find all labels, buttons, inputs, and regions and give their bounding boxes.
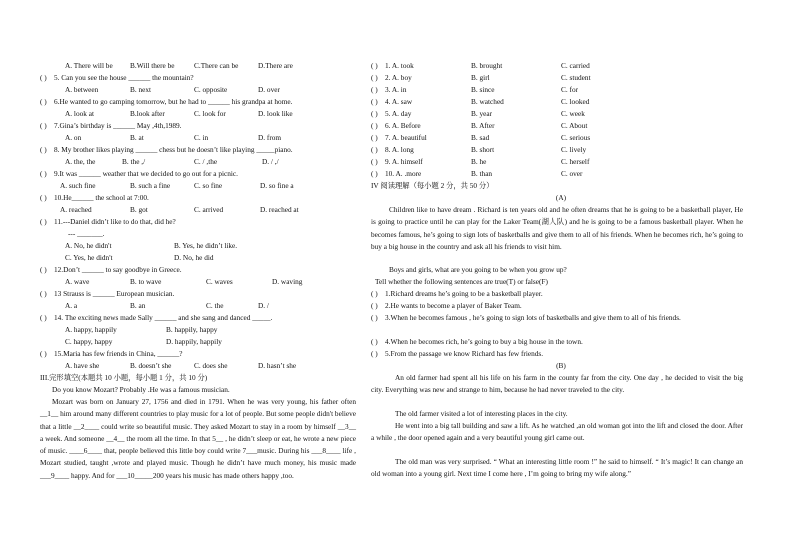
- option-a: A. reached: [60, 205, 92, 214]
- question-stem: 12.Don’t ______ to say goodbye in Greece.: [54, 265, 182, 274]
- option-c: C. herself: [561, 157, 590, 166]
- option-a: 2. A. boy: [385, 73, 412, 82]
- option-b: B. happily, happy: [166, 325, 218, 334]
- option-b: B. at: [130, 133, 144, 142]
- answer-bracket[interactable]: ( ): [40, 349, 47, 358]
- option-a: 8. A. long: [385, 145, 414, 154]
- question-stem: 8. My brother likes playing ______ chess but he doesn’t like playing _____piano.: [54, 145, 293, 154]
- option-b: B. After: [471, 121, 495, 130]
- option-b: B. since: [471, 85, 495, 94]
- cloze-intro: Do you know Mozart? Probably .He was a famous musician.: [52, 385, 230, 394]
- cloze-passage: Mozart was born on January 27, 1756 and died in 1791. When he was very young, his father often __1__ him around many different countries to play music for a lot of people. But some people didn't believe that a little __2____ could write so beautiful music. They asked Mozart to stay in a room by himself __3__ a week. And someone __4__ the room all the time. In that 5__ , he didn’t sleep or eat, he wrote a new piece of music. ____6____ that, people believed this little boy could write 7___music. During his ___8____ life , Mozart studied, taught ,wrote and played music. Though he didn’t have much money, his music made ___9____ happy. And for ___10_____200 years his music has made others happy ,too.: [40, 397, 356, 480]
- option-d: D. / ,/: [262, 157, 279, 166]
- answer-bracket[interactable]: ( ): [371, 97, 378, 106]
- option-a: 10. A. .more: [385, 169, 422, 178]
- answer-bracket[interactable]: ( ): [40, 169, 47, 178]
- answer-bracket[interactable]: ( ): [40, 193, 47, 202]
- option-b: B. brought: [471, 61, 503, 70]
- option-b: B. he: [471, 157, 487, 166]
- passage-label: (A): [555, 193, 567, 202]
- passage-label: (B): [556, 361, 566, 370]
- answer-bracket[interactable]: ( ): [371, 61, 378, 70]
- option-c: C. opposite: [194, 85, 228, 94]
- passage-b-para-4: The old man was very surprised. “ What an interesting little room !” he said to himself. “ It’s magic! It can change an old woman into a young girl. Next time I come here , I’m going to bring my wife along.”: [371, 457, 743, 479]
- option-b: B. short: [471, 145, 495, 154]
- option-d: D. reached at: [260, 205, 299, 214]
- option-a: A. happy, happily: [65, 325, 117, 334]
- answer-bracket[interactable]: ( ): [371, 337, 378, 346]
- option-d: D. /: [258, 301, 269, 310]
- option-d: D. happily, happily: [166, 337, 222, 346]
- option-c: C. looked: [561, 97, 590, 106]
- tf-statement: 1.Richard dreams he’s going to be a basketball player.: [385, 289, 543, 298]
- option-d: D. hasn’t she: [258, 361, 297, 370]
- section-heading: IV 阅读理解（每小题 2 分，共 50 分）: [371, 181, 494, 190]
- option-a: 7. A. beautiful: [385, 133, 427, 142]
- answer-bracket[interactable]: ( ): [40, 313, 47, 322]
- section-heading: III.完形填空(本题共 10 小题，每小题 1 分，共 10 分): [40, 373, 208, 382]
- option-c: C. week: [561, 109, 585, 118]
- option-c: C. in: [194, 133, 209, 142]
- question-stem: 14. The exciting news made Sally ______ and she sang and danced _____.: [54, 313, 273, 322]
- tf-statement: 3.When he becomes famous , he’s going to sign lots of basketballs and give them to all of his friends.: [385, 313, 681, 322]
- option-b: B. watched: [471, 97, 504, 106]
- answer-bracket[interactable]: ( ): [371, 121, 378, 130]
- option-c: C. carried: [561, 61, 590, 70]
- answer-bracket[interactable]: ( ): [40, 145, 47, 154]
- passage-b-para-1: An old farmer had spent all his life on his farm in the county far from the city. One day , he decided to visit the big city. Everything was new and strange to him, because he had never traveled to the city.: [371, 373, 743, 395]
- passage-question: Boys and girls, what are you going to be when you grow up?: [389, 265, 567, 274]
- question-stem: 11.---Daniel didn’t like to do that, did he?: [54, 217, 176, 226]
- answer-bracket[interactable]: ( ): [371, 313, 378, 322]
- option-c: C. arrived: [194, 205, 224, 214]
- answer-bracket[interactable]: ( ): [371, 169, 378, 178]
- option-a: A. a: [65, 301, 78, 310]
- option-b: B. sad: [471, 133, 490, 142]
- question-stem: 5. Can you see the house ______ the mountain?: [54, 73, 194, 82]
- option-b: B. next: [130, 85, 152, 94]
- option-a: 4. A. saw: [385, 97, 413, 106]
- option-b: B. to wave: [130, 277, 162, 286]
- option-c: C. serious: [561, 133, 591, 142]
- option-c: C. lively: [561, 145, 587, 154]
- option-b: B. such a fine: [130, 181, 171, 190]
- answer-bracket[interactable]: ( ): [371, 133, 378, 142]
- question-stem: 15.Maria has few friends in China, ______?: [54, 349, 183, 358]
- option-c: C. student: [561, 73, 591, 82]
- passage-b-para-2: The old farmer visited a lot of interesting places in the city.: [395, 409, 568, 418]
- option-a: 5. A. day: [385, 109, 412, 118]
- question-stem: 10.He______ the school at 7:00.: [54, 193, 149, 202]
- option-c: C. the: [206, 301, 224, 310]
- answer-bracket[interactable]: ( ): [371, 349, 378, 358]
- passage-a: Children like to have dream . Richard is ten years old and he often dreams that he is going to be a basketball player, He is going to practice until he can play for the Laker Team(湖人队) and he is going to be a famous basketball player. When he becomes famous, he’s going to sign lots of basketballs and give them to all of his friends. When he becomes rich, he’s going to buy a big house in the country and ask all his friends to visit him.: [371, 205, 743, 251]
- question-stem: 6.He wanted to go camping tomorrow, but he had to ______ his grandpa at home.: [54, 97, 293, 106]
- option-b: B.Will there be: [130, 61, 175, 70]
- option-d: D. over: [258, 85, 280, 94]
- tf-statement: 4.When he becomes rich, he’s going to buy a big house in the town.: [385, 337, 583, 346]
- option-d: D. look like: [258, 109, 293, 118]
- option-c: C. Yes, he didn't: [65, 253, 113, 262]
- option-c: C. look for: [194, 109, 226, 118]
- option-a: A. between: [65, 85, 99, 94]
- option-b: B. than: [471, 169, 493, 178]
- option-c: C. happy, happy: [65, 337, 113, 346]
- option-b: B. doesn’t she: [130, 361, 172, 370]
- tf-instruction: Tell whether the following sentences are true(T) or false(F): [375, 277, 548, 286]
- answer-bracket[interactable]: ( ): [40, 289, 47, 298]
- answer-bracket[interactable]: ( ): [40, 265, 47, 274]
- answer-bracket[interactable]: ( ): [40, 217, 47, 226]
- option-d: D. No, he did: [174, 253, 214, 262]
- answer-blank: --- _______.: [68, 229, 105, 238]
- answer-bracket[interactable]: ( ): [40, 121, 47, 130]
- option-a: A. the, the: [65, 157, 96, 166]
- option-a: A. such fine: [60, 181, 96, 190]
- option-a: A. have she: [65, 361, 100, 370]
- option-a: 3. A. in: [385, 85, 407, 94]
- option-b: B.look after: [130, 109, 165, 118]
- option-a: A. look at: [65, 109, 94, 118]
- option-a: A. on: [65, 133, 82, 142]
- answer-bracket[interactable]: ( ): [371, 85, 378, 94]
- answer-bracket[interactable]: ( ): [371, 157, 378, 166]
- option-a: A. There will be: [65, 61, 113, 70]
- option-d: D. from: [258, 133, 282, 142]
- option-d: D. waving: [272, 277, 303, 286]
- option-c: C. for: [561, 85, 579, 94]
- option-b: B. an: [130, 301, 146, 310]
- question-stem: 7.Gina’s birthday is ______ May ,4th,1989.: [54, 121, 182, 130]
- option-a: A. wave: [65, 277, 90, 286]
- option-b: B. the ,/: [122, 157, 146, 166]
- option-c: C. so fine: [194, 181, 223, 190]
- option-c: C. over: [561, 169, 583, 178]
- option-c: C.There can be: [194, 61, 239, 70]
- question-stem: 9.It was ______ weather that we decided to go out for a picnic.: [54, 169, 238, 178]
- answer-bracket[interactable]: ( ): [371, 289, 378, 298]
- option-b: B. year: [471, 109, 493, 118]
- answer-bracket[interactable]: ( ): [371, 73, 378, 82]
- answer-bracket[interactable]: ( ): [371, 301, 378, 310]
- question-stem: 13 Strauss is ______ European musician.: [54, 289, 175, 298]
- option-c: C. About: [561, 121, 588, 130]
- answer-bracket[interactable]: ( ): [40, 73, 47, 82]
- option-a: 6. A. Before: [385, 121, 421, 130]
- option-a: 9. A. himself: [385, 157, 423, 166]
- option-a: 1. A. took: [385, 61, 414, 70]
- passage-b-para-3: He went into a big tall building and saw a lift. As he watched ,an old woman got into the lift and closed the door. After a while , the door opened again and a very beautiful young girl came out.: [371, 421, 743, 443]
- option-d: D.There are: [258, 61, 293, 70]
- option-c: C. does she: [194, 361, 228, 370]
- option-c: C. / ,the: [194, 157, 218, 166]
- option-a: A. No, he didn't: [65, 241, 112, 250]
- tf-statement: 5.From the passage we know Richard has few friends.: [385, 349, 544, 358]
- option-b: B. Yes, he didn’t like.: [174, 241, 238, 250]
- answer-bracket[interactable]: ( ): [371, 109, 378, 118]
- option-d: D. so fine a: [260, 181, 294, 190]
- answer-bracket[interactable]: ( ): [371, 145, 378, 154]
- option-c: C. waves: [206, 277, 233, 286]
- option-b: B. girl: [471, 73, 490, 82]
- answer-bracket[interactable]: ( ): [40, 97, 47, 106]
- tf-statement: 2.He wants to become a player of Baker Team.: [385, 301, 522, 310]
- option-b: B. got: [130, 205, 148, 214]
